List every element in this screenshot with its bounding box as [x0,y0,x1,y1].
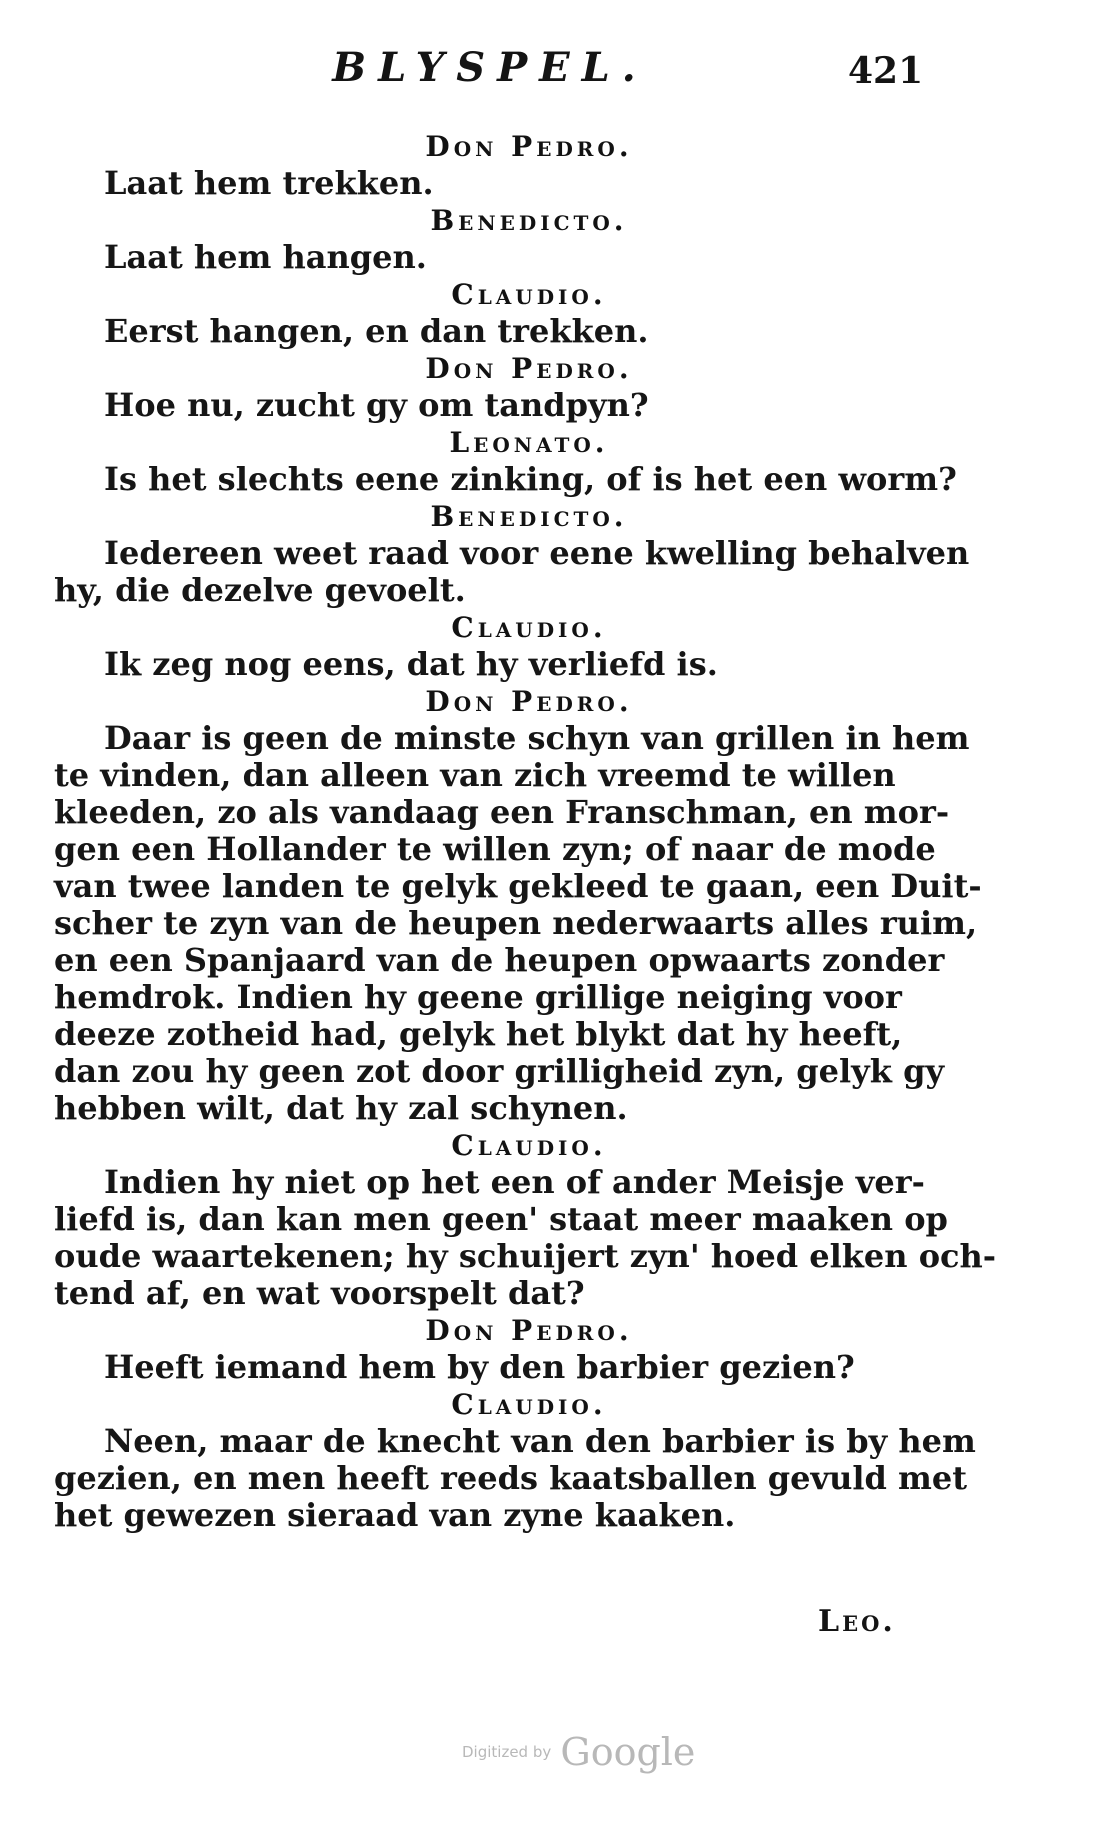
speech-line: Ik zeg nog eens, dat hy verliefd is. [104,645,718,683]
speech [54,165,934,202]
page-number: 421 [848,50,924,92]
speech-line: kleeden, zo als vandaag een Franschman, en mor- [54,793,950,831]
speech [54,239,934,276]
speech-line: Neen, maar de knecht van den barbier is by hem [104,1422,976,1460]
speech-line: te vinden, dan alleen van zich vreemd te willen [54,756,896,794]
speaker-heading: Claudio. [451,611,607,644]
speech-line: deeze zotheid had, gelyk het blykt dat hy heeft, [54,1015,903,1053]
speech [54,1349,934,1386]
speech-line: tend af, en wat voorspelt dat? [54,1274,585,1312]
speaker-heading: Don Pedro. [425,685,633,718]
speech-line: gen een Hollander te willen zyn; of naar de mode [54,830,936,868]
speech [54,1163,997,1312]
speaker-heading: Benedicto. [430,500,628,533]
speaker-heading: Claudio. [451,1388,607,1421]
speech-line: liefd is, dan kan men geen' staat meer maaken op [54,1200,948,1238]
digitized-watermark [462,1730,695,1774]
speech-line: hebben wilt, dat hy zal schynen. [54,1089,628,1127]
speech-line: het gewezen sieraad van zyne kaaken. [54,1496,736,1534]
speech-line: gezien, en men heeft reeds kaatsballen gevuld met [54,1459,968,1497]
speaker-heading: Benedicto. [430,204,628,237]
dialogue-text [54,128,997,1534]
speaker-heading: Don Pedro. [425,352,633,385]
speech-line: Is het slechts eene zinking, of is het een worm? [104,460,957,498]
speech-line: Iedereen weet raad voor eene kwelling behalven [104,534,970,572]
speech-line: scher te zyn van de heupen nederwaarts alles ruim, [54,904,978,942]
speech-line: Heeft iemand hem by den barbier gezien? [104,1348,855,1386]
speech-line: van twee landen te gelyk gekleed te gaan, een Duit- [54,867,982,905]
speaker-heading: Claudio. [451,1129,607,1162]
running-title: BLYSPEL. [332,44,648,91]
speech [54,1422,976,1534]
speech [54,460,957,498]
speaker-heading: Claudio. [451,278,607,311]
speech-line: Daar is geen de minste schyn van grillen in hem [104,719,970,757]
speech [54,313,934,350]
speech-line: Eerst hangen, en dan trekken. [104,312,649,350]
speech-line: en een Spanjaard van de heupen opwaarts zonder [54,941,945,979]
catchword: Leo. [818,1604,896,1639]
speech [54,646,934,683]
watermark-prefix: Digitized by [462,1743,552,1761]
speaker-heading: Don Pedro. [425,1314,633,1347]
speech-line: hy, die dezelve gevoelt. [54,571,466,609]
google-logo: Google [560,1730,696,1774]
speech-line: hemdrok. Indien hy geene grillige neiging voor [54,978,902,1016]
speech [54,387,934,424]
speech [54,719,982,1127]
speech [54,534,970,609]
speech-line: oude waartekenen; hy schuijert zyn' hoed elken och- [54,1237,997,1275]
speech-line: Laat hem hangen. [104,238,427,276]
speech-line: dan zou hy geen zot door grilligheid zyn, gelyk gy [54,1052,945,1090]
speaker-heading: Leonato. [449,426,609,459]
speech-line: Indien hy niet op het een of ander Meisje ver- [104,1163,925,1201]
speech-line: Laat hem trekken. [104,164,434,202]
speaker-heading: Don Pedro. [425,130,633,163]
speech-line: Hoe nu, zucht gy om tandpyn? [104,386,649,424]
